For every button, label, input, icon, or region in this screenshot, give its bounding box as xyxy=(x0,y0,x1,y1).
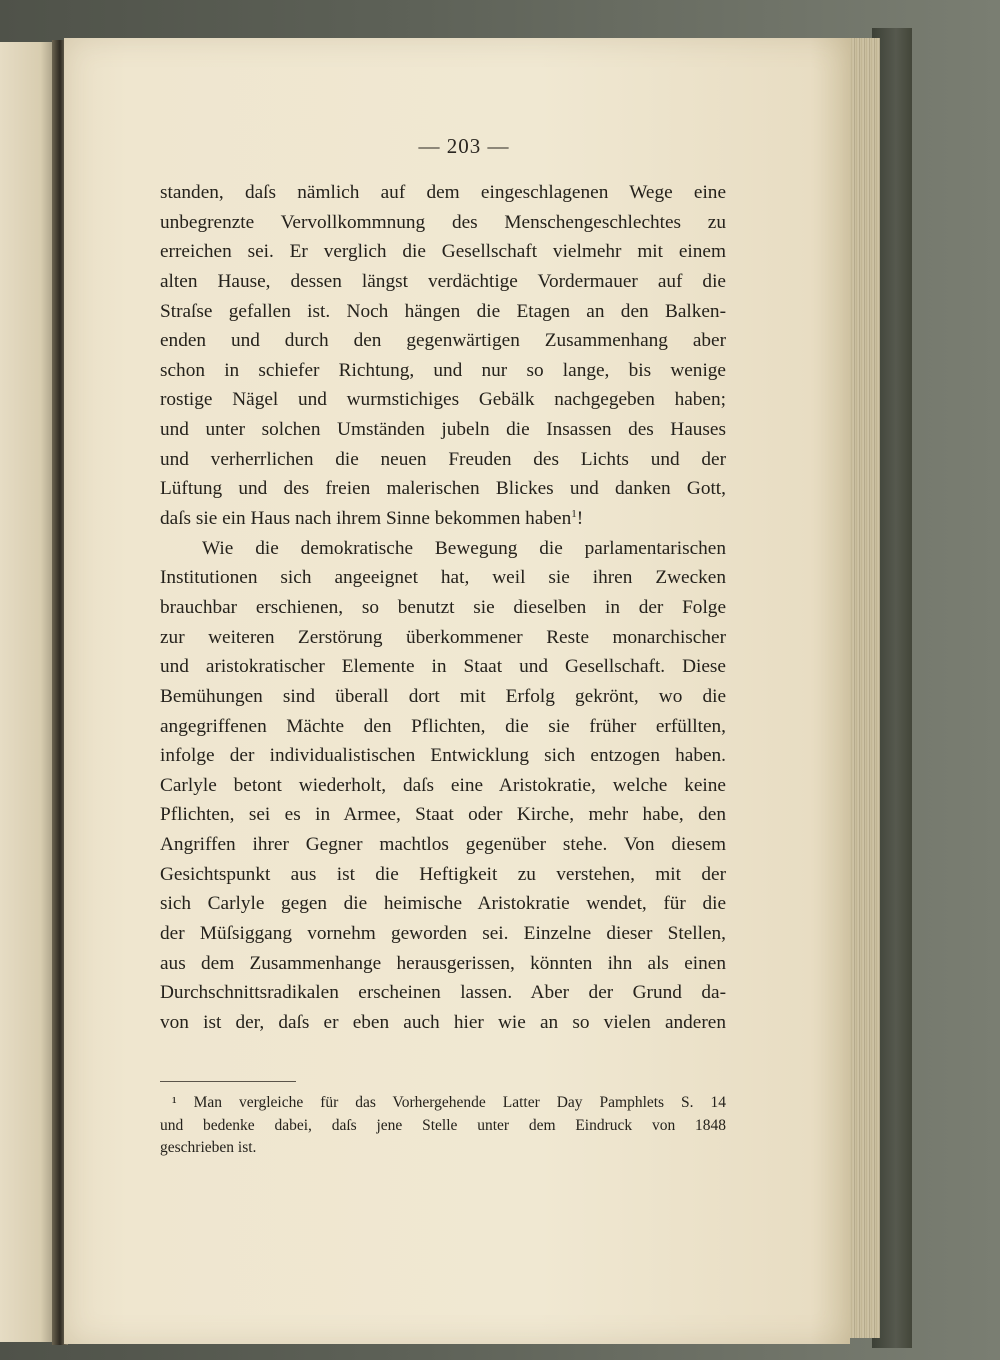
punctuation: ! xyxy=(576,508,584,530)
text-line xyxy=(160,978,726,1008)
text-line xyxy=(160,712,726,742)
text-line-content: angegriffenen Mächte den Pflichten, die sie früher erfüllten, xyxy=(160,715,726,737)
text-line-content: und aristokratischer Elemente in Staat und Gesellschaft. Diese xyxy=(160,656,726,678)
text-line-content: Wie die demokratische Bewegung die parlamentarischen xyxy=(202,537,726,559)
text-line-content: der Müſsiggang vornehm geworden sei. Einzelne dieser Stellen, xyxy=(160,923,726,945)
text-line xyxy=(160,949,726,979)
text-line-content: schon in schiefer Richtung, und nur so lange, bis wenige xyxy=(160,359,726,381)
text-line-content: infolge der individualistischen Entwicklung sich entzogen haben. xyxy=(160,745,726,767)
text-line xyxy=(160,919,726,949)
text-line xyxy=(160,860,726,890)
text-line xyxy=(160,178,726,208)
footnote-line: geschrieben ist. xyxy=(160,1139,257,1156)
text-line xyxy=(160,593,726,623)
text-line-content: Gesichtspunkt aus ist die Heftigkeit zu verstehen, mit der xyxy=(160,863,726,885)
text-line-content: zur weiteren Zerstörung überkommener Reste monarchischer xyxy=(160,626,726,648)
text-line xyxy=(160,741,726,771)
text-line xyxy=(160,563,726,593)
text-line-content: daſs sie ein Haus nach ihrem Sinne bekommen haben xyxy=(160,508,572,530)
text-line-content: rostige Nägel und wurmstichiges Gebälk nachgegeben haben; xyxy=(160,389,726,411)
text-line xyxy=(160,830,726,860)
left-facing-page xyxy=(0,42,58,1342)
text-line-content: Angriffen ihrer Gegner machtlos gegenüber stehe. Von diesem xyxy=(160,834,726,856)
text-line-content: unbegrenzte Vervollkommnung des Menschengeschlechtes zu xyxy=(160,211,726,233)
text-line xyxy=(160,237,726,267)
text-line-content: standen, daſs nämlich auf dem eingeschlagenen Wege eine xyxy=(160,182,726,203)
book-page xyxy=(64,38,850,1344)
text-line-content: sich Carlyle gegen die heimische Aristokratie wendet, für die xyxy=(160,893,726,915)
text-line xyxy=(160,682,726,712)
footnote-marker: 1 xyxy=(571,508,577,521)
text-line-content: von ist der, daſs er eben auch hier wie an so vielen anderen xyxy=(160,1011,726,1033)
text-line-content: Pflichten, sei es in Armee, Staat oder Kirche, mehr habe, den xyxy=(160,804,726,826)
text-line xyxy=(160,297,726,327)
text-line xyxy=(160,445,726,475)
text-line-content: Durchschnittsradikalen erscheinen lassen. Aber der Grund da- xyxy=(160,982,726,1004)
text-line xyxy=(160,267,726,297)
text-line xyxy=(160,474,726,504)
text-line-content: erreichen sei. Er verglich die Gesellschaft vielmehr mit einem xyxy=(160,241,726,263)
text-line-content: alten Hause, dessen längst verdächtige Vordermauer auf die xyxy=(160,270,726,292)
footnote-line: ¹ Man vergleiche für das Vorhergehende Latter Day Pamphlets S. 14 xyxy=(172,1094,726,1111)
body-text xyxy=(160,178,726,1038)
text-line xyxy=(160,504,726,534)
text-line-content: Institutionen sich angeeignet hat, weil sie ihren Zwecken xyxy=(160,567,726,589)
page-number: — 203 — xyxy=(418,134,510,158)
text-line xyxy=(160,1008,726,1038)
text-line-content: Carlyle betont wiederholt, daſs eine Aristokratie, welche keine xyxy=(160,774,726,796)
text-line-content: enden und durch den gegenwärtigen Zusammenhang aber xyxy=(160,330,726,352)
text-line xyxy=(160,356,726,386)
text-line xyxy=(160,534,726,564)
footnote-line: und bedenke dabei, daſs jene Stelle unter dem Eindruck von 1848 xyxy=(160,1116,726,1134)
text-line-content: und verherrlichen die neuen Freuden des Lichts und der xyxy=(160,448,726,470)
text-line xyxy=(160,208,726,238)
text-line-content: brauchbar erschienen, so benutzt sie dieselben in der Folge xyxy=(160,596,726,618)
footnotes xyxy=(160,1092,726,1160)
text-line-content: und unter solchen Umständen jubeln die Insassen des Hauses xyxy=(160,419,726,441)
text-line-content: Lüftung und des freien malerischen Blickes und danken Gott, xyxy=(160,478,726,500)
text-line xyxy=(160,623,726,653)
text-line xyxy=(160,771,726,801)
text-line-content: aus dem Zusammenhange herausgerissen, könnten ihn als einen xyxy=(160,952,726,974)
text-line xyxy=(160,326,726,356)
text-line xyxy=(160,889,726,919)
text-line xyxy=(160,652,726,682)
text-line-content: Bemühungen sind überall dort mit Erfolg gekrönt, wo die xyxy=(160,685,726,707)
text-line-content: Straſse gefallen ist. Noch hängen die Etagen an den Balken- xyxy=(160,300,726,322)
text-line xyxy=(160,800,726,830)
text-line xyxy=(160,415,726,445)
text-line xyxy=(160,385,726,415)
footnote-rule xyxy=(160,1081,296,1082)
